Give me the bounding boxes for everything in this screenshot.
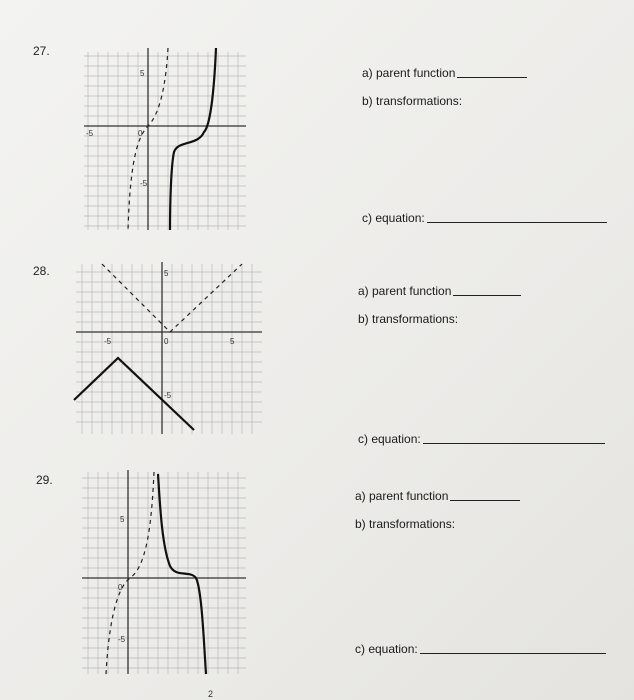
equation-label: c) equation: <box>358 432 421 446</box>
answers-27 <box>362 66 527 108</box>
tick-label-left: -5 <box>104 337 112 346</box>
tick-label-origin: 0 <box>164 337 169 346</box>
parent-curve-dashed <box>106 472 154 674</box>
transformations-line <box>358 312 521 326</box>
equation-label: c) equation: <box>362 211 425 225</box>
parent-function-label: a) parent function <box>355 489 449 503</box>
graph-28 <box>70 258 266 436</box>
parent-function-line <box>358 284 521 298</box>
transformations-label: b) transformations: <box>358 312 459 326</box>
question-number-27: 27. <box>33 44 50 58</box>
equation-27 <box>362 211 607 225</box>
transformed-curve <box>158 474 206 674</box>
page-mark: 2 <box>208 689 214 699</box>
parent-function-line <box>362 66 527 80</box>
tick-label-origin: 0 <box>138 129 143 138</box>
transformations-line <box>362 94 527 108</box>
parent-function-label: a) parent function <box>358 284 452 298</box>
tick-label-right: 5 <box>230 337 235 346</box>
tick-label-origin: 0 <box>118 583 123 592</box>
tick-label-top: 5 <box>120 515 125 524</box>
tick-label-left: -5 <box>86 129 94 138</box>
question-number-28: 28. <box>33 264 50 278</box>
equation-blank[interactable] <box>427 221 607 223</box>
parent-function-line <box>355 489 520 503</box>
parent-function-blank[interactable] <box>457 76 527 78</box>
tick-label-bottom: -5 <box>164 391 172 400</box>
tick-label-top: 5 <box>164 269 169 278</box>
parent-function-blank[interactable] <box>450 499 520 501</box>
equation-label: c) equation: <box>355 642 418 656</box>
tick-label-top: 5 <box>140 69 145 78</box>
answers-29 <box>355 489 520 531</box>
equation-blank[interactable] <box>423 442 605 444</box>
parent-function-label: a) parent function <box>362 66 456 80</box>
graph-27 <box>80 44 250 232</box>
transformations-label: b) transformations: <box>355 517 456 531</box>
transformations-label: b) transformations: <box>362 94 463 108</box>
graph-29 <box>78 466 250 676</box>
transformed-curve <box>170 48 216 230</box>
transformations-line <box>355 517 520 531</box>
equation-29 <box>355 642 606 656</box>
parent-function-blank[interactable] <box>453 294 521 296</box>
equation-28 <box>358 432 605 446</box>
tick-label-bottom: -5 <box>118 635 126 644</box>
equation-blank[interactable] <box>420 652 606 654</box>
question-number-29: 29. <box>36 473 53 487</box>
answers-28 <box>358 284 521 326</box>
tick-label-bottom: -5 <box>140 179 148 188</box>
